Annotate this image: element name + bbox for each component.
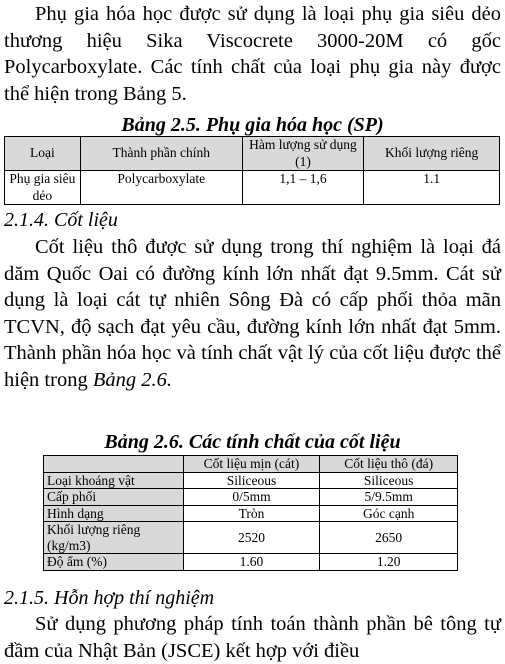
intro-paragraph: Phụ gia hóa học được sử dụng là loại phụ gia siêu dẻo thương hiệu Sika Viscocrete 3000-20M có gốc Polycarboxylate. Các tính chất của loại phụ gia này được thể hiện trong Bảng 5. [4, 3, 501, 105]
table-header-cell: Khối lượng riêng [364, 137, 500, 171]
aggregate-properties-table [43, 455, 458, 571]
table-reference: Bảng 2.6. [92, 368, 172, 391]
table-cell: Tròn [183, 505, 320, 522]
row-label: Độ ẩm (%) [44, 554, 184, 571]
table-cell: Góc cạnh [320, 505, 458, 522]
table-cell: 2650 [320, 522, 458, 554]
table-cell: Polycarboxylate [80, 171, 242, 205]
table-row [44, 472, 458, 489]
row-label: Cấp phối [44, 489, 184, 506]
row-label: Hình dạng [44, 505, 184, 522]
table-row [44, 489, 458, 506]
table-header-row [44, 456, 458, 473]
table-cell: Siliceous [183, 472, 320, 489]
table-cell: 1.1 [364, 171, 500, 205]
row-label: Loại khoáng vật [44, 472, 184, 489]
table-cell: Phụ gia siêu dẻo [5, 171, 81, 205]
table-header-row [5, 137, 500, 171]
table-header-cell: Cốt liệu mịn (cát) [183, 456, 320, 473]
aggregate-paragraph [4, 234, 501, 394]
table-header-cell: Thành phần chính [80, 137, 242, 171]
table-cell: 2520 [183, 522, 320, 554]
table-cell: 0/5mm [183, 489, 320, 506]
table-row [44, 505, 458, 522]
table-header-cell [44, 456, 184, 473]
table2-caption: Bảng 2.6. Các tính chất của cốt liệu [104, 431, 401, 453]
additive-table [4, 136, 500, 205]
table-cell: 1.60 [183, 554, 320, 571]
mix-paragraph: Sử dụng phương pháp tính toán thành phần bê tông tự đầm của Nhật Bản (JSCE) kết hợp với điều [4, 613, 501, 662]
section-heading-aggregate: 2.1.4. Cốt liệu [4, 209, 118, 231]
aggregate-paragraph-text: Cốt liệu thô được sử dụng trong thí nghiệm là loại đá dăm Quốc Oai có đường kính lớn nhất đạt 9.5mm. Cát sử dụng là loại cát tự nhiên Sông Đà có cấp phối thỏa mãn TCVN, độ sạch đạt yêu cầu, đường kính lớn nhất đạt 5mm. Thành phần hóa học và tính chất vật lý của cốt liệu được thể hiện trong [4, 236, 501, 391]
table-row [44, 522, 458, 554]
table1-caption: Bảng 2.5. Phụ gia hóa học (SP) [121, 114, 384, 136]
table-header-cell: Loại [5, 137, 81, 171]
table-cell: Siliceous [320, 472, 458, 489]
table-header-cell: Hàm lượng sử dụng (1) [242, 137, 364, 171]
row-label: Khối lượng riêng (kg/m3) [44, 522, 184, 554]
table-cell: 1.20 [320, 554, 458, 571]
table-header-cell: Cốt liệu thô (đá) [320, 456, 458, 473]
section-heading-mix: 2.1.5. Hỗn hợp thí nghiệm [4, 587, 215, 609]
table-cell: 1,1 – 1,6 [242, 171, 364, 205]
table-row [5, 171, 500, 205]
table-cell: 5/9.5mm [320, 489, 458, 506]
table-row [44, 554, 458, 571]
